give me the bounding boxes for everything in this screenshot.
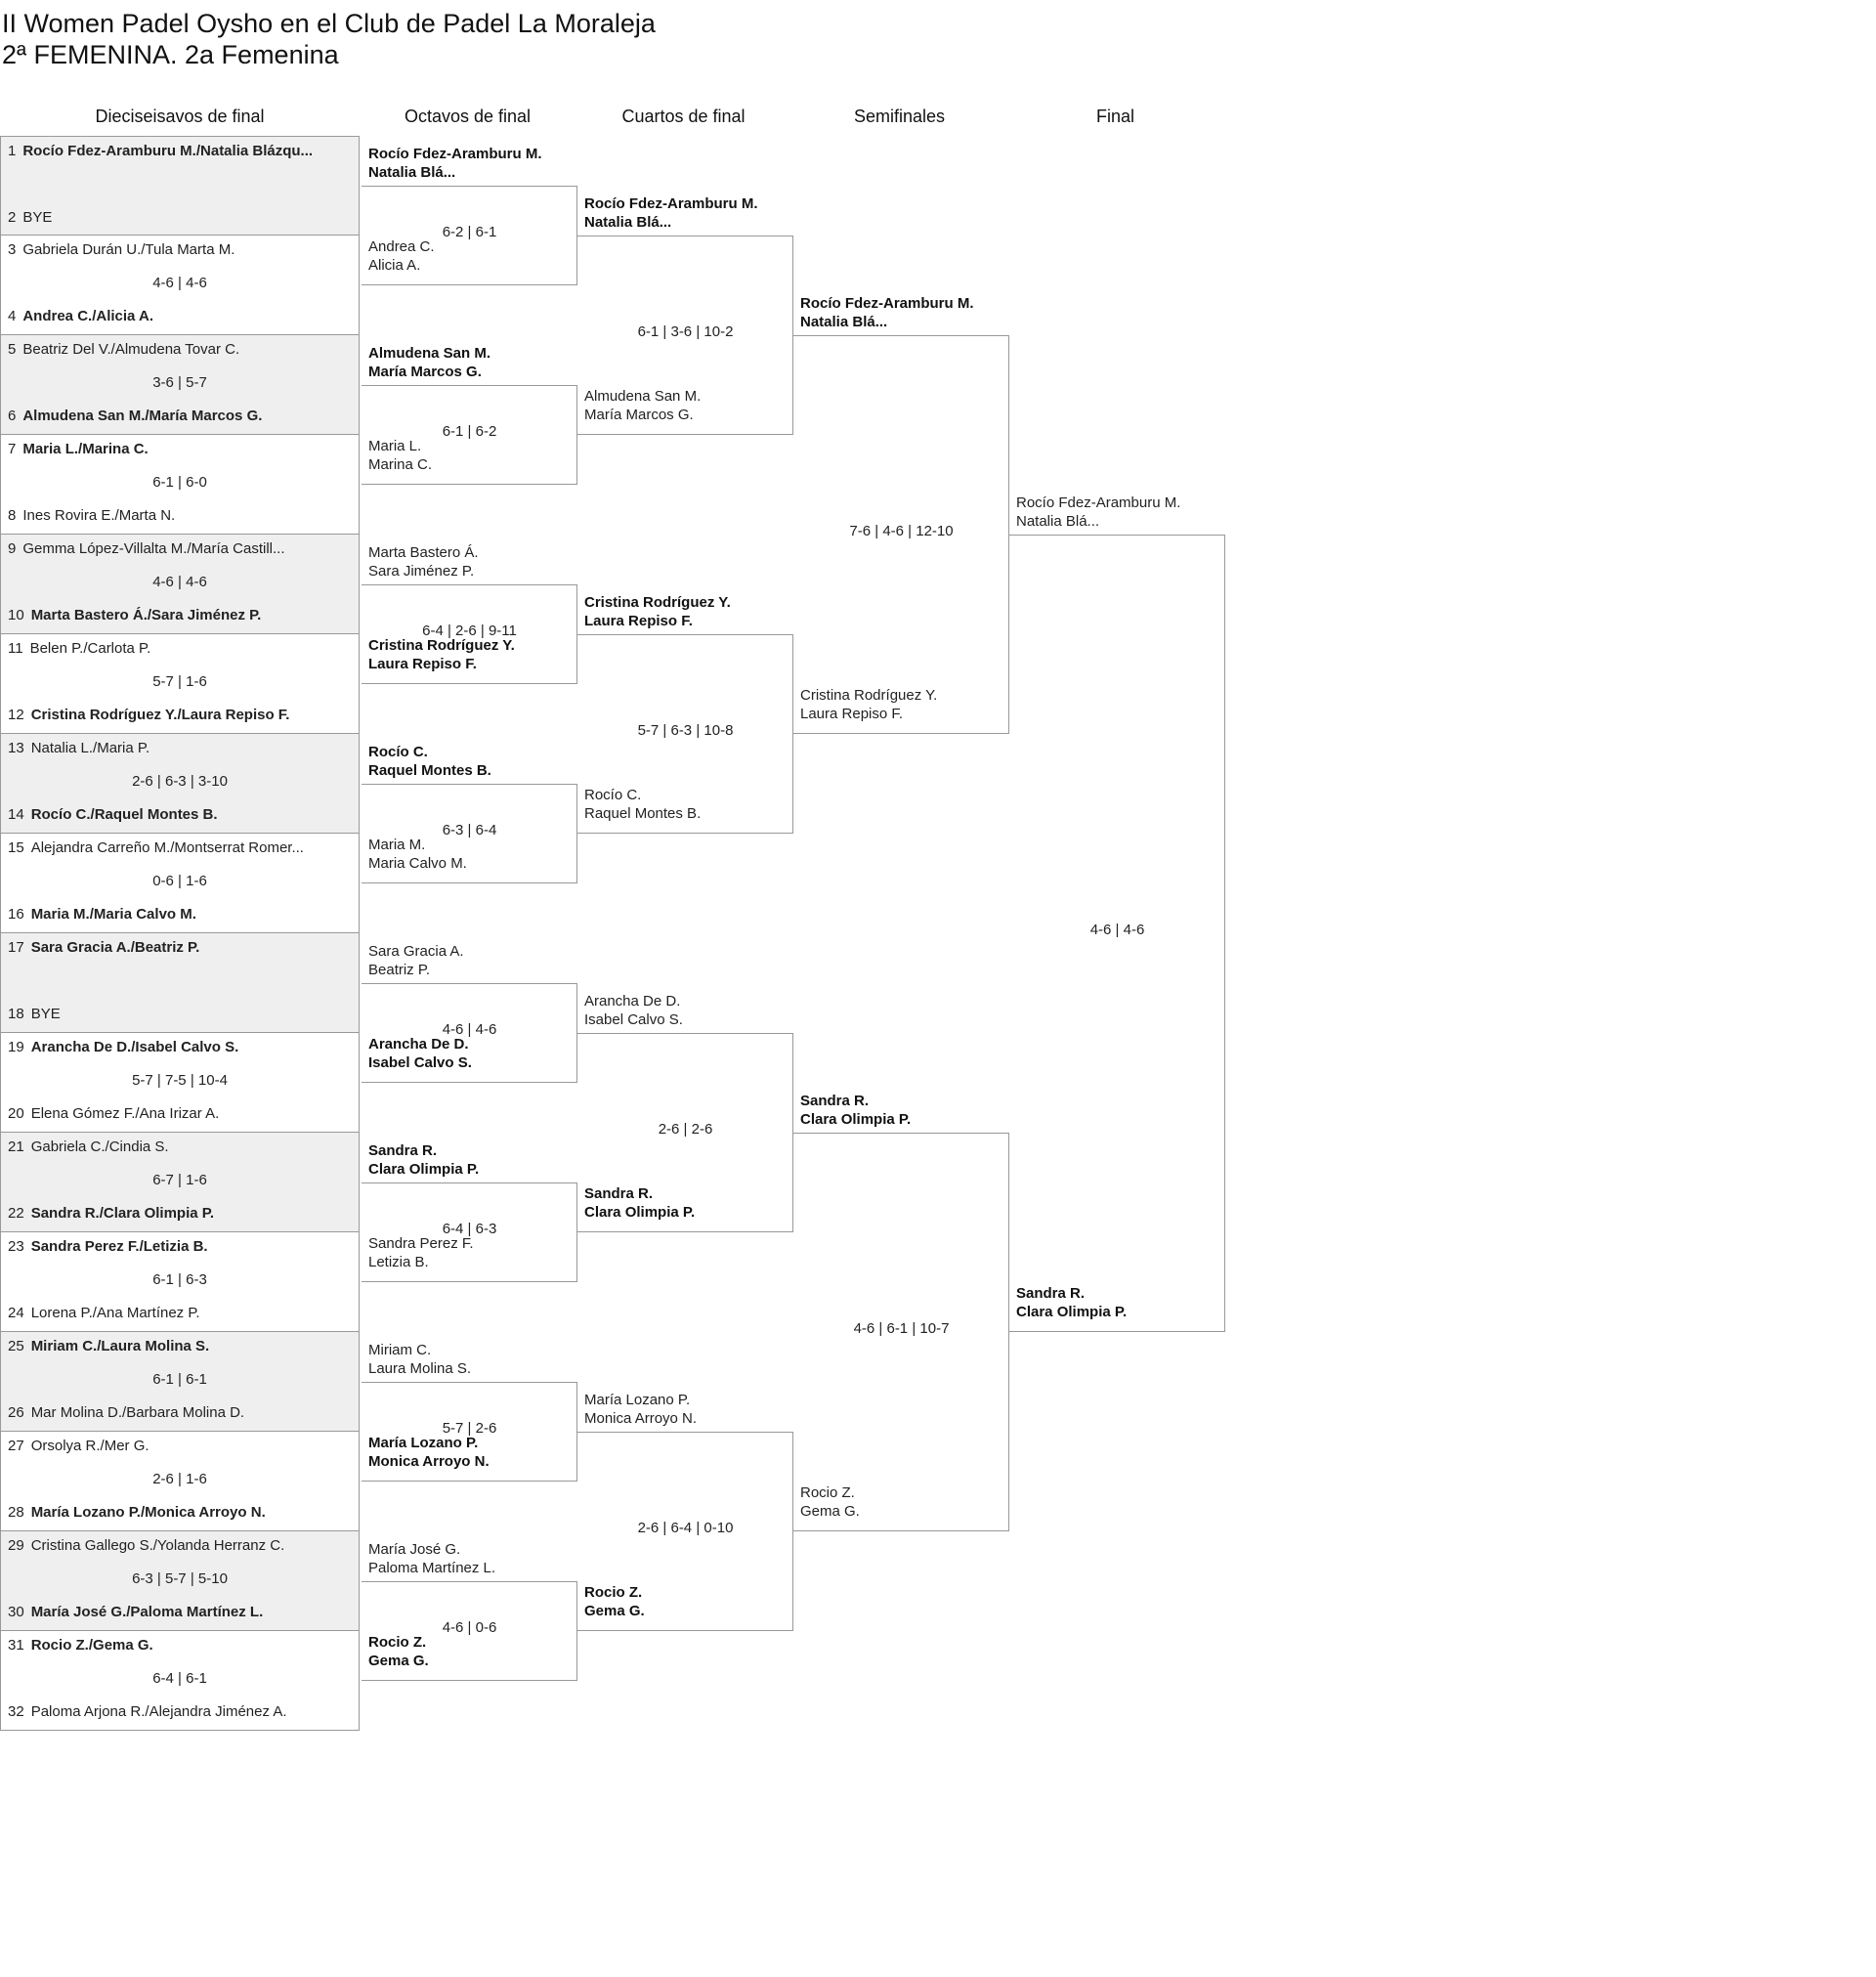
match-r1	[0, 933, 360, 1033]
player-name: Sara Gracia A.	[368, 943, 464, 960]
player-name: Laura Repiso F.	[800, 706, 904, 722]
player-name: Miriam C.	[368, 1342, 432, 1358]
player-name: Maria L.	[368, 438, 422, 454]
team-entry	[584, 1583, 790, 1620]
player-name: Rocío Fdez-Aramburu M.	[1016, 494, 1181, 511]
seed-number: 14	[8, 806, 24, 823]
team-name: Elena Gómez F./Ana Irizar A.	[30, 1105, 220, 1122]
match-score: 6-2 | 6-1	[442, 224, 497, 240]
team-entry	[368, 237, 575, 275]
player-name: Natalia Blá...	[800, 314, 888, 330]
team-name: Maria M./Maria Calvo M.	[30, 906, 196, 923]
team-entry	[584, 786, 790, 823]
team-name: Beatriz Del V./Almudena Tovar C.	[22, 341, 240, 358]
seed-number: 21	[8, 1139, 24, 1155]
match-score: 3-6 | 5-7	[152, 374, 207, 391]
match-score: 6-1 | 6-0	[152, 474, 207, 491]
match-r1	[0, 834, 360, 933]
player-name: Marta Bastero Á.	[368, 544, 479, 561]
team-entry	[368, 1540, 575, 1577]
team-line	[8, 540, 355, 557]
team-line	[8, 1139, 355, 1155]
player-name: Alicia A.	[368, 257, 421, 274]
player-name: Rocio Z.	[368, 1634, 427, 1651]
team-name: Gemma López-Villalta M./María Castill...	[22, 540, 285, 557]
team-line	[8, 1039, 355, 1055]
seed-number: 29	[8, 1537, 24, 1554]
team-name: Cristina Gallego S./Yolanda Herranz C.	[30, 1537, 285, 1554]
team-name: María Lozano P./Monica Arroyo N.	[30, 1504, 266, 1521]
round-header: Octavos de final	[404, 107, 532, 126]
seed-number: 19	[8, 1039, 24, 1055]
team-line	[8, 408, 355, 424]
seed-number: 2	[8, 209, 17, 226]
match-score: 6-3 | 6-4	[442, 822, 497, 838]
match-score: 5-7 | 2-6	[442, 1420, 497, 1437]
seed-number: 3	[8, 241, 17, 258]
team-line	[8, 441, 355, 457]
team-line	[8, 1604, 355, 1620]
team-name: Alejandra Carreño M./Montserrat Romer...	[30, 839, 304, 856]
player-name: Sandra R.	[800, 1093, 870, 1109]
match-score: 0-6 | 1-6	[152, 873, 207, 889]
team-name: Andrea C./Alicia A.	[22, 308, 153, 324]
team-line	[8, 939, 355, 956]
match-score: 4-6 | 4-6	[152, 275, 207, 291]
match-r1	[0, 1531, 360, 1631]
team-entry	[368, 1341, 575, 1378]
seed-number: 13	[8, 740, 24, 756]
team-entry	[368, 942, 575, 979]
seed-number: 6	[8, 408, 17, 424]
player-name: Sandra R.	[584, 1185, 654, 1202]
team-name: Almudena San M./María Marcos G.	[22, 408, 263, 424]
team-name: Paloma Arjona R./Alejandra Jiménez A.	[30, 1703, 287, 1720]
match-score: 5-7 | 6-3 | 10-8	[637, 722, 734, 739]
team-line	[8, 308, 355, 324]
team-name: Cristina Rodríguez Y./Laura Repiso F.	[30, 707, 290, 723]
team-entry	[800, 686, 1006, 723]
seed-number: 4	[8, 308, 17, 324]
player-name: Marina C.	[368, 456, 433, 473]
player-name: Natalia Blá...	[368, 164, 456, 181]
seed-number: 16	[8, 906, 24, 923]
seed-number: 10	[8, 607, 24, 623]
team-name: BYE	[30, 1006, 61, 1022]
player-name: Almudena San M.	[368, 345, 491, 362]
team-line	[8, 839, 355, 856]
team-line	[8, 806, 355, 823]
team-entry	[584, 387, 790, 424]
team-name: Belen P./Carlota P.	[29, 640, 151, 657]
player-name: Maria M.	[368, 837, 426, 853]
team-name: Rocío Fdez-Aramburu M./Natalia Blázqu...	[22, 143, 314, 159]
seed-number: 18	[8, 1006, 24, 1022]
player-name: Clara Olimpia P.	[800, 1111, 912, 1128]
team-entry	[368, 145, 575, 182]
team-line	[8, 1404, 355, 1421]
player-name: Clara Olimpia P.	[368, 1161, 480, 1178]
player-name: Monica Arroyo N.	[584, 1410, 698, 1427]
team-line	[8, 143, 355, 159]
team-name: Sara Gracia A./Beatriz P.	[30, 939, 200, 956]
player-name: Laura Repiso F.	[368, 656, 477, 672]
match-score: 6-4 | 6-1	[152, 1670, 207, 1687]
player-name: María Marcos G.	[584, 407, 694, 423]
player-name: Beatriz P.	[368, 962, 431, 978]
player-name: Rocío Fdez-Aramburu M.	[368, 146, 542, 162]
team-entry	[368, 437, 575, 474]
team-entry	[584, 194, 790, 232]
player-name: Sandra R.	[1016, 1285, 1086, 1302]
player-name: Rocio Z.	[800, 1484, 855, 1501]
team-line	[8, 1305, 355, 1321]
team-name: Ines Rovira E./Marta N.	[22, 507, 176, 524]
team-line	[8, 707, 355, 723]
match-r1	[0, 1133, 360, 1232]
team-name: Lorena P./Ana Martínez P.	[30, 1305, 200, 1321]
seed-number: 31	[8, 1637, 24, 1654]
team-entry	[368, 836, 575, 873]
team-entry	[1016, 494, 1222, 531]
seed-number: 8	[8, 507, 17, 524]
player-name: Rocío Fdez-Aramburu M.	[800, 295, 974, 312]
player-name: Rocío C.	[368, 744, 428, 760]
seed-number: 26	[8, 1404, 24, 1421]
match-r1	[0, 1033, 360, 1133]
match-score: 5-7 | 7-5 | 10-4	[132, 1072, 228, 1089]
seed-number: 25	[8, 1338, 24, 1354]
seed-number: 15	[8, 839, 24, 856]
round-header: Final	[1095, 107, 1134, 126]
team-entry	[584, 992, 790, 1029]
match-score: 6-3 | 5-7 | 5-10	[132, 1570, 228, 1587]
team-entry	[584, 1184, 790, 1222]
team-name: Marta Bastero Á./Sara Jiménez P.	[30, 607, 262, 623]
team-name: Miriam C./Laura Molina S.	[30, 1338, 210, 1354]
match-score: 2-6 | 6-3 | 3-10	[132, 773, 228, 790]
team-name: Rocío C./Raquel Montes B.	[30, 806, 218, 823]
match-r1	[0, 1432, 360, 1531]
team-line	[8, 507, 355, 524]
match-score: 6-1 | 3-6 | 10-2	[637, 323, 734, 340]
player-name: Sandra R.	[368, 1142, 438, 1159]
player-name: Cristina Rodríguez Y.	[368, 637, 515, 654]
match-r1	[0, 236, 360, 335]
team-line	[8, 1205, 355, 1222]
seed-number: 32	[8, 1703, 24, 1720]
player-name: Laura Molina S.	[368, 1360, 472, 1377]
player-name: Letizia B.	[368, 1254, 429, 1270]
seed-number: 27	[8, 1438, 24, 1454]
player-name: María Lozano P.	[368, 1435, 479, 1451]
match-r1	[0, 734, 360, 834]
team-name: Maria L./Marina C.	[22, 441, 149, 457]
team-name: María José G./Paloma Martínez L.	[30, 1604, 264, 1620]
team-entry	[584, 593, 790, 630]
page-title: II Women Padel Oysho en el Club de Padel La Moraleja	[2, 9, 656, 38]
team-line	[8, 1537, 355, 1554]
match-score: 4-6 | 4-6	[442, 1021, 497, 1038]
team-entry	[368, 1141, 575, 1179]
team-name: Rocio Z./Gema G.	[30, 1637, 153, 1654]
player-name: Gema G.	[368, 1653, 429, 1669]
team-entry	[800, 1483, 1006, 1521]
seed-number: 24	[8, 1305, 24, 1321]
team-entry	[368, 1035, 575, 1072]
match-score: 6-7 | 1-6	[152, 1172, 207, 1188]
player-name: Natalia Blá...	[1016, 513, 1100, 530]
team-name: Arancha De D./Isabel Calvo S.	[30, 1039, 239, 1055]
player-name: Isabel Calvo S.	[584, 1011, 683, 1028]
player-name: Raquel Montes B.	[584, 805, 702, 822]
team-line	[8, 1006, 355, 1022]
team-line	[8, 607, 355, 623]
match-score: 2-6 | 2-6	[658, 1121, 713, 1138]
team-name: Natalia L./Maria P.	[30, 740, 150, 756]
seed-number: 22	[8, 1205, 24, 1222]
player-name: Rocío Fdez-Aramburu M.	[584, 195, 758, 212]
player-name: Gema G.	[584, 1603, 645, 1619]
seed-number: 28	[8, 1504, 24, 1521]
team-entry	[368, 543, 575, 580]
team-line	[8, 1238, 355, 1255]
match-score: 6-4 | 2-6 | 9-11	[422, 623, 517, 639]
match-r1	[0, 1631, 360, 1731]
team-line	[8, 1504, 355, 1521]
seed-number: 9	[8, 540, 17, 557]
match-score: 4-6 | 4-6	[152, 574, 207, 590]
match-score: 6-1 | 6-2	[442, 423, 497, 440]
match-score: 4-6 | 4-6	[1089, 922, 1145, 938]
match-r1	[0, 1232, 360, 1332]
team-line	[8, 241, 355, 258]
seed-number: 11	[8, 640, 23, 657]
team-line	[8, 1637, 355, 1654]
match-score: 2-6 | 6-4 | 0-10	[637, 1520, 734, 1536]
match-r1	[0, 634, 360, 734]
team-line	[8, 1703, 355, 1720]
round-header: Cuartos de final	[621, 107, 746, 126]
team-entry	[368, 1234, 575, 1271]
page-subtitle: 2ª FEMENINA. 2a Femenina	[2, 40, 339, 69]
team-entry	[368, 1633, 575, 1670]
team-line	[8, 209, 355, 226]
player-name: Cristina Rodríguez Y.	[800, 687, 938, 704]
match-score: 4-6 | 6-1 | 10-7	[853, 1320, 950, 1337]
player-name: Arancha De D.	[584, 993, 681, 1010]
player-name: Arancha De D.	[368, 1036, 469, 1053]
team-line	[8, 341, 355, 358]
team-entry	[368, 636, 575, 673]
team-entry	[368, 743, 575, 780]
player-name: Maria Calvo M.	[368, 855, 467, 872]
team-entry	[368, 1434, 575, 1471]
player-name: Paloma Martínez L.	[368, 1560, 496, 1576]
player-name: Monica Arroyo N.	[368, 1453, 490, 1470]
player-name: Raquel Montes B.	[368, 762, 491, 779]
seed-number: 17	[8, 939, 24, 956]
player-name: Clara Olimpia P.	[1016, 1304, 1128, 1320]
match-score: 6-1 | 6-1	[152, 1371, 207, 1388]
match-r1	[0, 335, 360, 435]
player-name: María Marcos G.	[368, 364, 482, 380]
match-score: 2-6 | 1-6	[152, 1471, 207, 1487]
player-name: María José G.	[368, 1541, 461, 1558]
player-name: Andrea C.	[368, 238, 435, 255]
team-line	[8, 1105, 355, 1122]
seed-number: 20	[8, 1105, 24, 1122]
match-score: 5-7 | 1-6	[152, 673, 207, 690]
team-name: BYE	[22, 209, 53, 226]
team-entry	[1016, 1284, 1222, 1321]
player-name: Isabel Calvo S.	[368, 1054, 472, 1071]
team-name: Orsolya R./Mer G.	[30, 1438, 149, 1454]
team-entry	[584, 1391, 790, 1428]
team-entry	[800, 1092, 1006, 1129]
player-name: Natalia Blá...	[584, 214, 672, 231]
player-name: Cristina Rodríguez Y.	[584, 594, 731, 611]
seed-number: 1	[8, 143, 17, 159]
round-header: Dieciseisavos de final	[95, 107, 265, 126]
team-line	[8, 740, 355, 756]
match-r1	[0, 136, 360, 236]
player-name: Clara Olimpia P.	[584, 1204, 696, 1221]
player-name: Gema G.	[800, 1503, 860, 1520]
player-name: María Lozano P.	[584, 1392, 691, 1408]
seed-number: 5	[8, 341, 17, 358]
team-line	[8, 640, 355, 657]
player-name: Rocio Z.	[584, 1584, 643, 1601]
player-name: Laura Repiso F.	[584, 613, 693, 629]
match-score: 4-6 | 0-6	[442, 1619, 497, 1636]
team-line	[8, 906, 355, 923]
seed-number: 12	[8, 707, 24, 723]
team-line	[8, 1338, 355, 1354]
match-score: 7-6 | 4-6 | 12-10	[849, 523, 954, 539]
round-header: Semifinales	[853, 107, 946, 126]
team-name: Sandra Perez F./Letizia B.	[30, 1238, 208, 1255]
seed-number: 30	[8, 1604, 24, 1620]
match-r1	[0, 1332, 360, 1432]
team-name: Sandra R./Clara Olimpia P.	[30, 1205, 214, 1222]
seed-number: 23	[8, 1238, 24, 1255]
team-entry	[368, 344, 575, 381]
player-name: Sandra Perez F.	[368, 1235, 474, 1252]
match-r1	[0, 435, 360, 535]
seed-number: 7	[8, 441, 17, 457]
match-score: 6-4 | 6-3	[442, 1221, 497, 1237]
match-r1	[0, 535, 360, 634]
team-line	[8, 1438, 355, 1454]
match-score: 6-1 | 6-3	[152, 1271, 207, 1288]
player-name: Rocío C.	[584, 787, 642, 803]
team-entry	[800, 294, 1006, 331]
player-name: Sara Jiménez P.	[368, 563, 475, 580]
player-name: Almudena San M.	[584, 388, 702, 405]
team-name: Mar Molina D./Barbara Molina D.	[30, 1404, 245, 1421]
team-name: Gabriela C./Cindia S.	[30, 1139, 169, 1155]
team-name: Gabriela Durán U./Tula Marta M.	[22, 241, 235, 258]
